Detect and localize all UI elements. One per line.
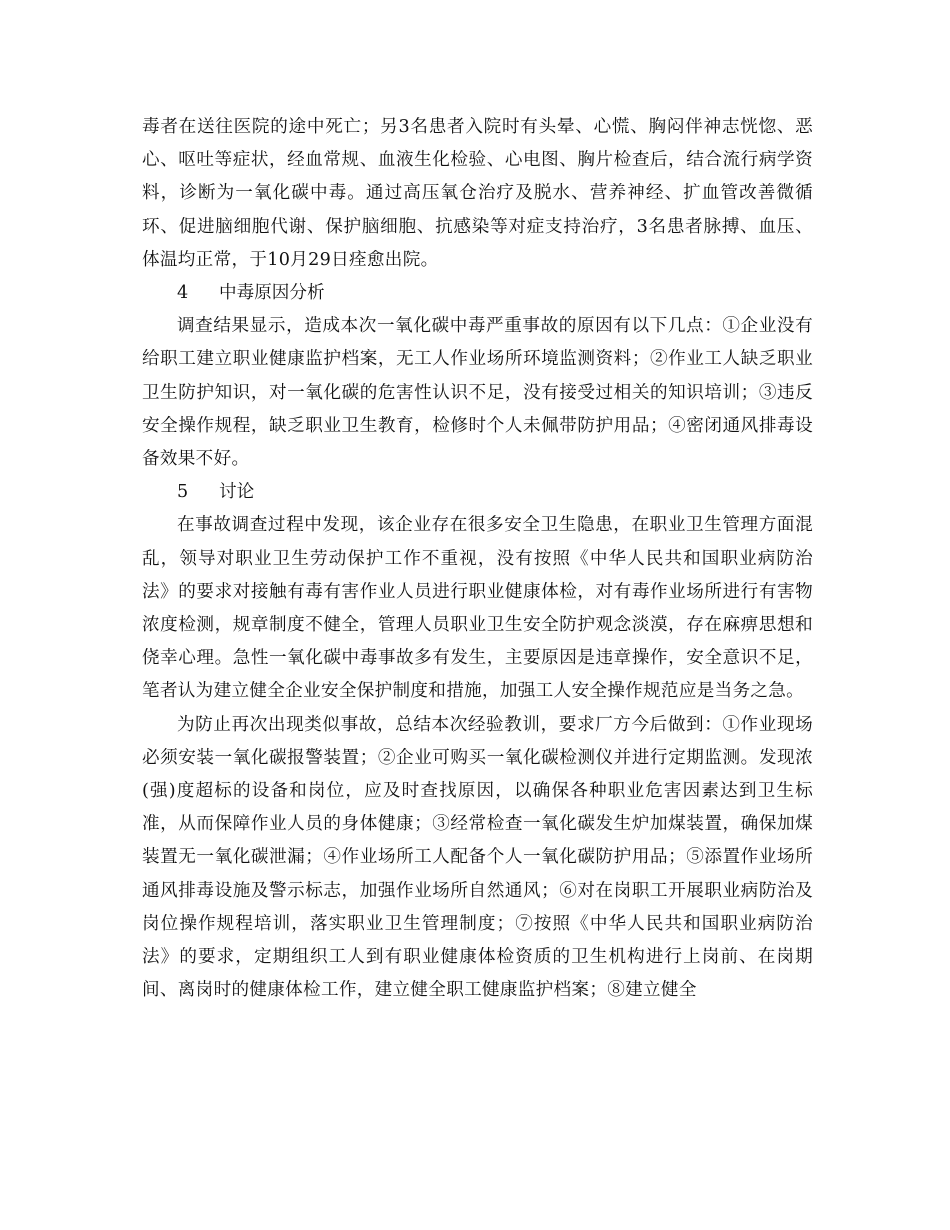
document-body (142, 111, 813, 1007)
section-number: 4 (177, 283, 189, 304)
section-number: 5 (177, 482, 189, 503)
paragraph-cause-analysis: 调查结果显示，造成本次一氧化碳中毒严重事故的原因有以下几点：①企业没有给职工建立职业健康监护档案，无工人作业场所环境监测资料；②作业工人缺乏职业卫生防护知识，对一氧化碳的危害性认识不足，没有接受过相关的知识培训；③违反安全操作规程，缺乏职业卫生教育，检修时个人未佩带防护用品；④密闭通风排毒设备效果不好。 (142, 316, 813, 470)
section-heading-cause-analysis (142, 277, 813, 310)
section-title: 中毒原因分析 (219, 283, 325, 304)
section-heading-discussion (142, 476, 813, 509)
paragraph-discussion: 在事故调查过程中发现，该企业存在很多安全卫生隐患，在职业卫生管理方面混乱，领导对职业卫生劳动保护工作不重视，没有按照《中华人民共和国职业病防治法》的要求对接触有毒有害作业人员进行职业健康体检，对有毒作业场所进行有害物浓度检测，规章制度不健全，管理人员职业卫生安全防护观念淡漠，存在麻痹思想和侥幸心理。急性一氧化碳中毒事故多有发生，主要原因是违章操作，安全意识不足，笔者认为建立健全企业安全保护制度和措施，加强工人安全操作规范应是当务之急。 (142, 515, 813, 702)
paragraph-recommendations: 为防止再次出现类似事故，总结本次经验教训，要求厂方今后做到：①作业现场必须安装一氧化碳报警装置；②企业可购买一氧化碳检测仪并进行定期监测。发现浓(强)度超标的设备和岗位，应及时查找原因，以确保各种职业危害因素达到卫生标准，从而保障作业人员的身体健康；③经常检查一氧化碳发生炉加煤装置，确保加煤装置无一氧化碳泄漏；④作业场所工人配备个人一氧化碳防护用品；⑤添置作业场所通风排毒设施及警示标志，加强作业场所自然通风；⑥对在岗职工开展职业病防治及岗位操作规程培训，落实职业卫生管理制度；⑦按照《中华人民共和国职业病防治法》的要求，定期组织工人到有职业健康体检资质的卫生机构进行上岗前、在岗期间、离岗时的健康体检工作，建立健全职工健康监护档案；⑧建立健全 (142, 714, 813, 1001)
paragraph-treatment-outcome: 毒者在送往医院的途中死亡；另3名患者入院时有头晕、心慌、胸闷伴神志恍惚、恶心、呕吐等症状，经血常规、血液生化检验、心电图、胸片检查后，结合流行病学资料，诊断为一氧化碳中毒。通过高压氧仓治疗及脱水、营养神经、扩血管改善微循环、促进脑细胞代谢、保护脑细胞、抗感染等对症支持治疗，3名患者脉搏、血压、体温均正常，于10月29日痊愈出院。 (142, 117, 813, 270)
section-title: 讨论 (219, 482, 255, 503)
